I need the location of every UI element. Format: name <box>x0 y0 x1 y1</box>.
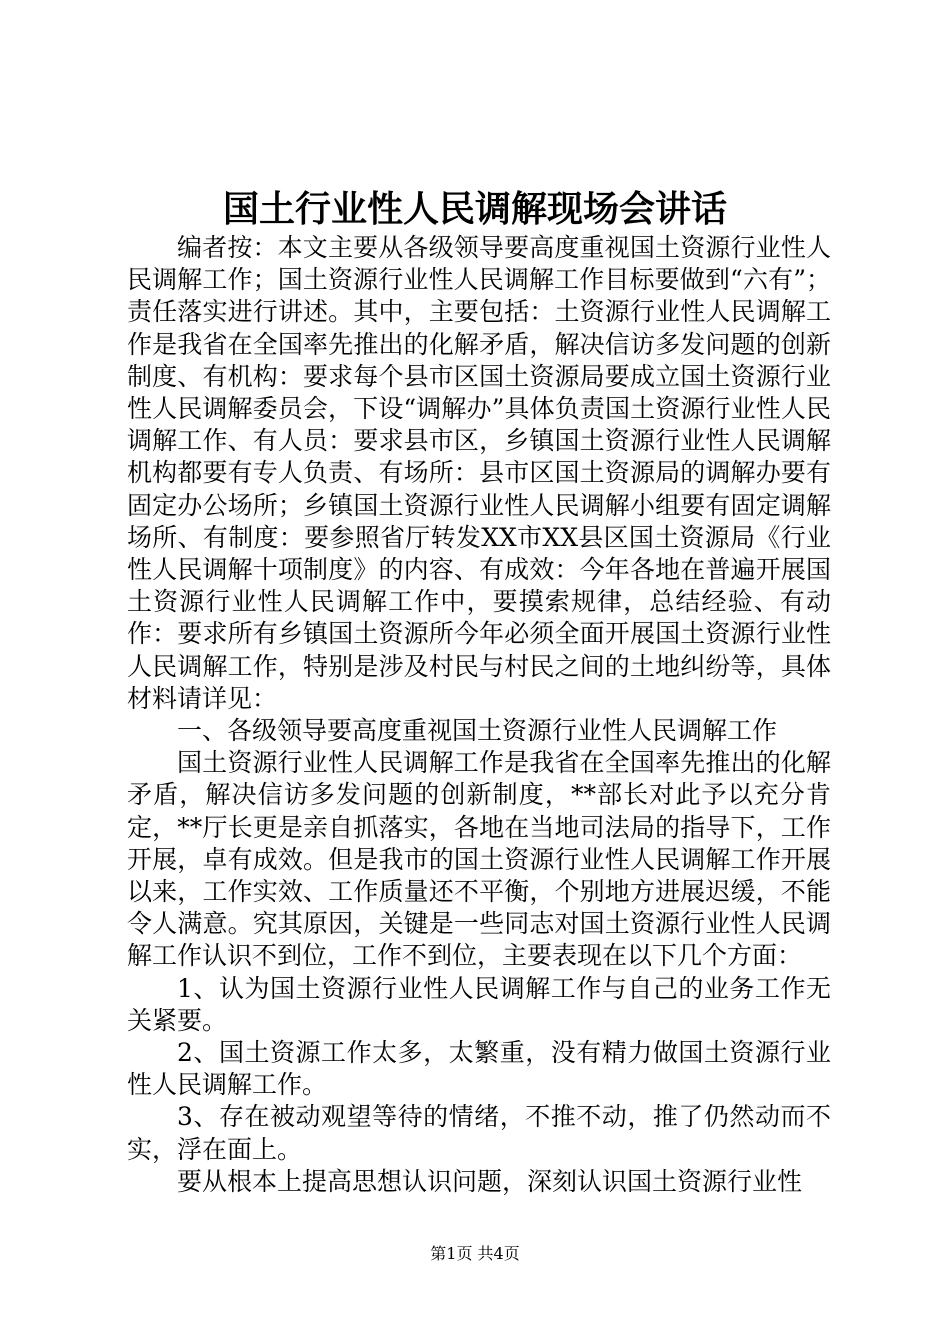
page-footer: 第1页 共4页 <box>430 1244 520 1263</box>
section-heading-1: 一、各级领导要高度重视国土资源行业性人民调解工作 <box>177 716 778 746</box>
body-paragraph-continued: 要从根本上提高思想认识问题，深刻认识国土资源行业性 <box>177 1166 803 1196</box>
list-item-1: 1、认为国土资源行业性人民调解工作与自己的业务工作无关紧要。 <box>127 973 831 1035</box>
editor-note-paragraph: 编者按：本文主要从各级领导要高度重视国土资源行业性人民调解工作；国土资源行业性人民调解工作目标要做到“六有”；责任落实进行讲述。其中，主要包括：土资源行业性人民调解工作是我省在全国率先推出的化解矛盾，解决信访多发问题的创新制度、有机构：要求每个县市区国土资源局要成立国土资源行业性人民调解委员会，下设“调解办”具体负责国土资源行业性人民调解工作、有人员：要求县市区，乡镇国土资源行业性人民调解机构都要有专人负责、有场所：县市区国土资源局的调解办要有固定办公场所；乡镇国土资源行业性人民调解小组要有固定调解场所、有制度：要参照省厅转发XX市XX县区国土资源局《行业性人民调解十项制度》的内容、有成效：今年各地在普遍开展国土资源行业性人民调解工作中，要摸索规律，总结经验、有动作：要求所有乡镇国土资源所今年必须全面开展国土资源行业性人民调解工作，特别是涉及村民与村民之间的土地纠纷等，具体材料请详见： <box>127 233 831 713</box>
body-paragraph: 国土资源行业性人民调解工作是我省在全国率先推出的化解矛盾，解决信访多发问题的创新制度，**部长对此予以充分肯定，**厅长更是亲自抓落实，各地在当地司法局的指导下，工作开展，卓有成效。但是我市的国土资源行业性人民调解工作开展以来，工作实效、工作质量还不平衡，个别地方进展迟缓，不能令人满意。究其原因，关键是一些同志对国土资源行业性人民调解工作认识不到位，工作不到位，主要表现在以下几个方面： <box>127 748 831 971</box>
list-item-2: 2、国土资源工作太多，太繁重，没有精力做国土资源行业性人民调解工作。 <box>127 1038 831 1100</box>
document-title: 国土行业性人民调解现场会讲话 <box>222 188 727 230</box>
document-body <box>127 232 831 1198</box>
list-item-3: 3、存在被动观望等待的情绪，不推不动，推了仍然动而不实，浮在面上。 <box>127 1102 831 1164</box>
